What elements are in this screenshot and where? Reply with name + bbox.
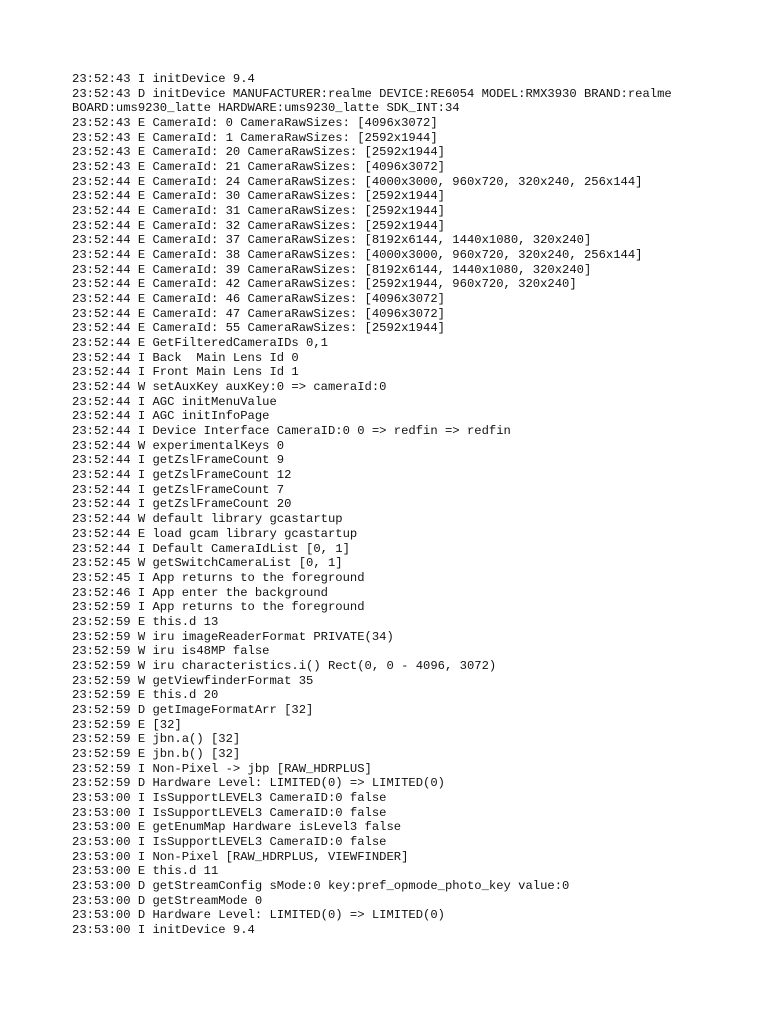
log-line: 23:52:43 D initDevice MANUFACTURER:realme DEVICE:RE6054 MODEL:RMX3930 BRAND:realme (72, 86, 672, 101)
log-line: 23:52:44 I getZslFrameCount 9 (72, 453, 285, 468)
log-line: 23:53:00 E getEnumMap Hardware isLevel3 false (72, 820, 402, 835)
log-line: 23:52:59 I App returns to the foreground (72, 600, 365, 615)
log-line: 23:52:44 E CameraId: 24 CameraRawSizes: [4000x3000, 960x720, 320x240, 256x144] (72, 174, 643, 189)
log-line: 23:53:00 D getStreamMode 0 (72, 893, 263, 908)
log-line: 23:52:59 W iru imageReaderFormat PRIVATE(34) (72, 629, 394, 644)
log-line: 23:53:00 D getStreamConfig sMode:0 key:pref_opmode_photo_key value:0 (72, 878, 570, 893)
log-line: 23:52:44 W experimentalKeys 0 (72, 438, 285, 453)
log-line: 23:53:00 I IsSupportLEVEL3 CameraID:0 false (72, 805, 387, 820)
log-line: 23:52:46 I App enter the background (72, 585, 328, 600)
log-line: 23:52:43 E CameraId: 20 CameraRawSizes: [2592x1944] (72, 145, 445, 160)
log-line: 23:52:59 W iru characteristics.i() Rect(0, 0 - 4096, 3072) (72, 658, 497, 673)
log-line: 23:53:00 E this.d 11 (72, 864, 219, 879)
log-line: 23:53:00 D Hardware Level: LIMITED(0) => LIMITED(0) (72, 908, 445, 923)
log-line: 23:52:44 W default library gcastartup (72, 512, 343, 527)
log-line: 23:52:45 W getSwitchCameraList [0, 1] (72, 556, 343, 571)
log-line: 23:53:00 I IsSupportLEVEL3 CameraID:0 false (72, 790, 387, 805)
log-line: 23:52:44 E CameraId: 46 CameraRawSizes: [4096x3072] (72, 292, 445, 307)
log-text-block (72, 72, 712, 938)
log-line: 23:52:44 I getZslFrameCount 12 (72, 468, 292, 483)
log-line: 23:52:59 E jbn.a() [32] (72, 732, 241, 747)
log-line: 23:52:43 E CameraId: 0 CameraRawSizes: [4096x3072] (72, 116, 438, 131)
log-line: 23:52:44 E load gcam library gcastartup (72, 526, 358, 541)
log-line: 23:52:44 I AGC initInfoPage (72, 409, 270, 424)
log-line: 23:52:59 W getViewfinderFormat 35 (72, 673, 314, 688)
log-line: 23:52:44 E CameraId: 37 CameraRawSizes: [8192x6144, 1440x1080, 320x240] (72, 233, 592, 248)
log-line: 23:52:59 D Hardware Level: LIMITED(0) => LIMITED(0) (72, 776, 445, 791)
log-line: 23:52:59 E [32] (72, 717, 182, 732)
log-line: 23:52:43 I initDevice 9.4 (72, 72, 255, 86)
log-line: 23:52:44 E GetFilteredCameraIDs 0,1 (72, 336, 328, 351)
log-line: 23:52:44 W setAuxKey auxKey:0 => cameraId:0 (72, 380, 387, 395)
log-line: 23:52:44 I getZslFrameCount 20 (72, 497, 292, 512)
log-line: 23:52:59 E this.d 13 (72, 614, 219, 629)
log-line: 23:52:44 E CameraId: 31 CameraRawSizes: [2592x1944] (72, 204, 445, 219)
log-line: 23:52:59 W iru is48MP false (72, 644, 270, 659)
log-line: 23:52:44 E CameraId: 30 CameraRawSizes: [2592x1944] (72, 189, 445, 204)
log-line: 23:52:44 I getZslFrameCount 7 (72, 482, 285, 497)
log-line: 23:52:44 E CameraId: 39 CameraRawSizes: [8192x6144, 1440x1080, 320x240] (72, 262, 592, 277)
log-line: 23:52:59 E jbn.b() [32] (72, 746, 241, 761)
log-line: 23:52:59 D getImageFormatArr [32] (72, 702, 314, 717)
log-line: 23:52:44 I Device Interface CameraID:0 0 => redfin => redfin (72, 424, 511, 439)
log-line: 23:53:00 I Non-Pixel [RAW_HDRPLUS, VIEWFINDER] (72, 849, 409, 864)
log-line: 23:52:44 I Default CameraIdList [0, 1] (72, 541, 350, 556)
log-line: 23:52:44 I Front Main Lens Id 1 (72, 365, 299, 380)
log-line: 23:52:43 E CameraId: 1 CameraRawSizes: [2592x1944] (72, 130, 438, 145)
log-line: 23:52:44 I Back Main Lens Id 0 (72, 350, 299, 365)
log-line: 23:52:44 E CameraId: 38 CameraRawSizes: [4000x3000, 960x720, 320x240, 256x144] (72, 248, 643, 263)
log-line: 23:52:59 I Non-Pixel -> jbp [RAW_HDRPLUS] (72, 761, 372, 776)
log-line: 23:53:00 I initDevice 9.4 (72, 922, 255, 937)
log-line: 23:52:45 I App returns to the foreground (72, 570, 365, 585)
log-line: BOARD:ums9230_latte HARDWARE:ums9230_latte SDK_INT:34 (72, 101, 460, 116)
log-line: 23:52:44 E CameraId: 32 CameraRawSizes: [2592x1944] (72, 218, 445, 233)
log-line: 23:52:43 E CameraId: 21 CameraRawSizes: [4096x3072] (72, 160, 445, 175)
log-line: 23:52:44 E CameraId: 55 CameraRawSizes: [2592x1944] (72, 321, 445, 336)
log-line: 23:52:44 E CameraId: 47 CameraRawSizes: [4096x3072] (72, 306, 445, 321)
log-line: 23:53:00 I IsSupportLEVEL3 CameraID:0 false (72, 834, 387, 849)
log-line: 23:52:59 E this.d 20 (72, 688, 219, 703)
log-line: 23:52:44 I AGC initMenuValue (72, 394, 277, 409)
log-line: 23:52:44 E CameraId: 42 CameraRawSizes: [2592x1944, 960x720, 320x240] (72, 277, 577, 292)
